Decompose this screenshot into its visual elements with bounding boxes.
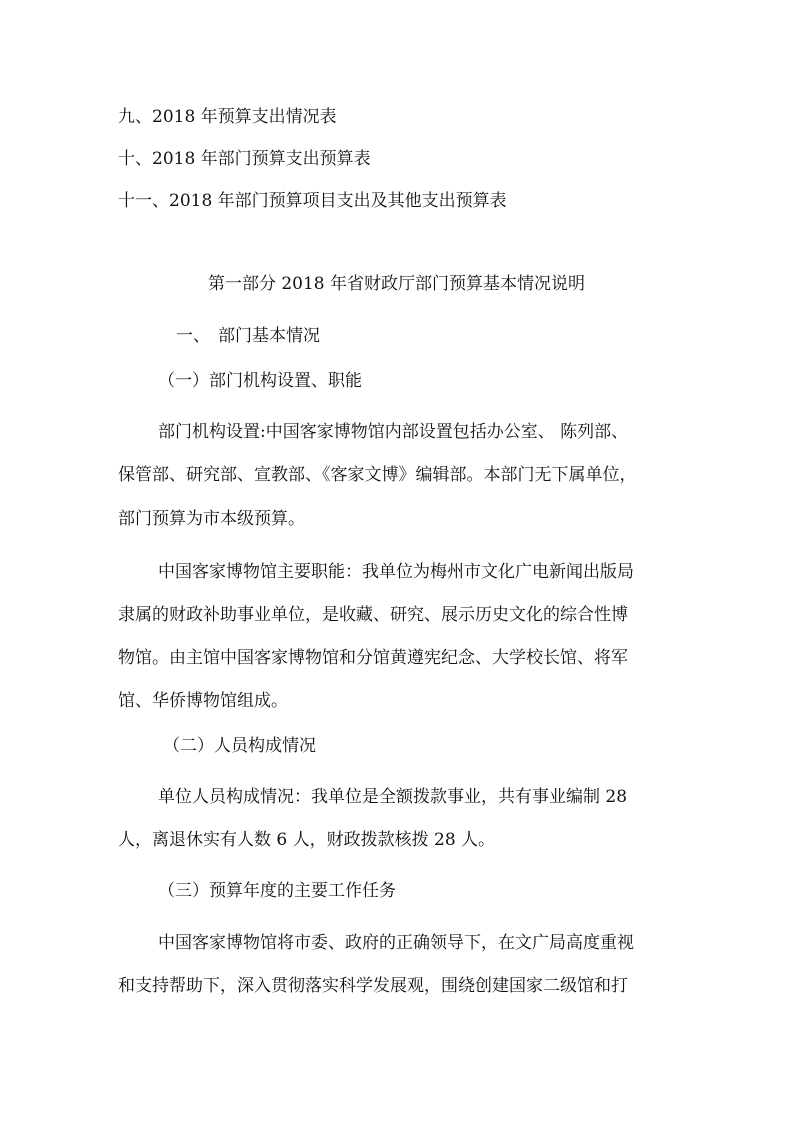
toc-item-11: 十一、2018 年部门预算项目支出及其他支出预算表 [118,191,507,211]
paragraph-1-line-1: 部门机构设置:中国客家博物馆内部设置包括办公室、 陈列部、 [158,422,629,442]
subsection-heading-2: （二）人员构成情况 [163,736,316,756]
section-title: 部门基本情况 [218,326,320,346]
toc-item-9: 九、2018 年预算支出情况表 [118,107,337,127]
paragraph-1-line-3: 部门预算为市本级预算。 [118,509,305,529]
subsection-heading-3: （三）预算年度的主要工作任务 [158,881,396,901]
paragraph-1-line-2: 保管部、研究部、宣教部、《客家文博》编辑部。本部门无下属单位， [118,465,637,485]
part-title: 第一部分 2018 年省财政厅部门预算基本情况说明 [207,274,586,294]
subsection-heading-1: （一）部门机构设置、职能 [158,371,362,391]
paragraph-4-line-1: 中国客家博物馆将市委、政府的正确领导下，在文广局高度重视 [158,933,634,953]
toc-item-10: 十、2018 年部门预算支出预算表 [118,149,371,169]
paragraph-4-line-2: 和支持帮助下，深入贯彻落实科学发展观，围绕创建国家二级馆和打 [118,976,628,996]
paragraph-2-line-2: 隶属的财政补助事业单位，是收藏、研究、展示历史文化的综合性博 [118,605,628,625]
paragraph-2-line-1: 中国客家博物馆主要职能：我单位为梅州市文化广电新闻出版局 [158,562,634,582]
section-number: 一、 [176,326,210,346]
section-heading-1 [176,325,320,347]
paragraph-2-line-4: 馆、华侨博物馆组成。 [118,691,288,711]
paragraph-3-line-1: 单位人员构成情况：我单位是全额拨款事业，共有事业编制 28 [158,787,628,807]
paragraph-3-line-2: 人，离退休实有人数 6 人，财政拨款核拨 28 人。 [118,830,496,850]
paragraph-2-line-3: 物馆。由主馆中国客家博物馆和分馆黄遵宪纪念、大学校长馆、将军 [118,648,628,668]
